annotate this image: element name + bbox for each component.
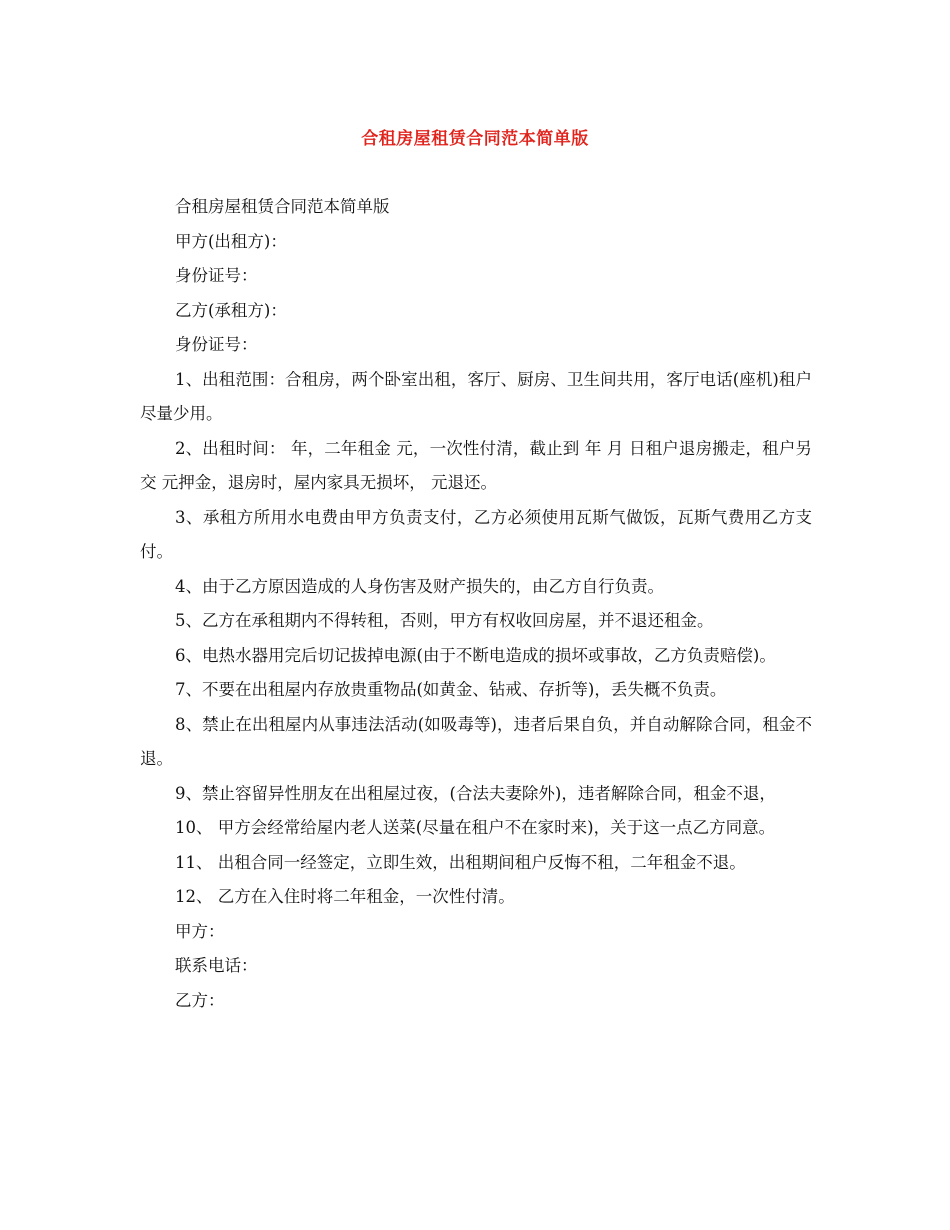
signature-party-a: 甲方： bbox=[175, 921, 225, 941]
clause-10: 10、 甲方会经常给屋内老人送菜(尽量在租户不在家时来)，关于这一点乙方同意。 bbox=[175, 818, 776, 837]
clause-7: 7、不要在出租屋内存放贵重物品(如黄金、钻戒、存折等)，丢失概不负责。 bbox=[175, 680, 727, 699]
party-a-id-label: 身份证号： bbox=[175, 266, 258, 285]
clause-2: 2、出租时间： 年，二年租金 元，一次性付清，截止到 年 月 日租户退房搬走，租户另交 元押金，退房时，屋内家具无损坏， 元退还。 bbox=[140, 438, 812, 492]
clause-1: 1、出租范围：合租房，两个卧室出租，客厅、厨房、卫生间共用，客厅电话(座机)租户尽量少用。 bbox=[140, 369, 812, 423]
party-b-label: 乙方(承租方)： bbox=[175, 300, 287, 320]
clause-11: 11、 出租合同一经签定，立即生效，出租期间租户反悔不租，二年租金不退。 bbox=[175, 852, 746, 872]
contact-phone-label: 联系电话： bbox=[175, 956, 258, 975]
signature-party-b: 乙方： bbox=[175, 990, 225, 1010]
party-a-label: 甲方(出租方)： bbox=[175, 231, 287, 251]
clause-6: 6、电热水器用完后切记拔掉电源(由于不断电造成的损坏或事故，乙方负责赔偿)。 bbox=[175, 645, 776, 665]
clause-3: 3、承租方所用水电费由甲方负责支付，乙方必须使用瓦斯气做饭，瓦斯气费用乙方支付。 bbox=[140, 507, 812, 561]
party-b-id-label: 身份证号： bbox=[175, 335, 258, 354]
heading-repeat: 合租房屋租赁合同范本简单版 bbox=[175, 197, 390, 216]
clause-4: 4、由于乙方原因造成的人身伤害及财产损失的，由乙方自行负责。 bbox=[175, 576, 664, 596]
document-title: 合租房屋租赁合同范本简单版 bbox=[361, 129, 589, 149]
clause-12: 12、 乙方在入住时将二年租金，一次性付清。 bbox=[175, 887, 515, 906]
clause-9: 9、禁止容留异性朋友在出租屋过夜，(合法夫妻除外)，违者解除合同，租金不退， bbox=[175, 783, 776, 803]
clause-5: 5、乙方在承租期内不得转租，否则，甲方有权收回房屋，并不退还租金。 bbox=[175, 611, 714, 630]
clause-8: 8、禁止在出租屋内从事违法活动(如吸毒等)，违者后果自负，并自动解除合同，租金不退。 bbox=[140, 714, 812, 768]
document-body bbox=[140, 190, 812, 1018]
